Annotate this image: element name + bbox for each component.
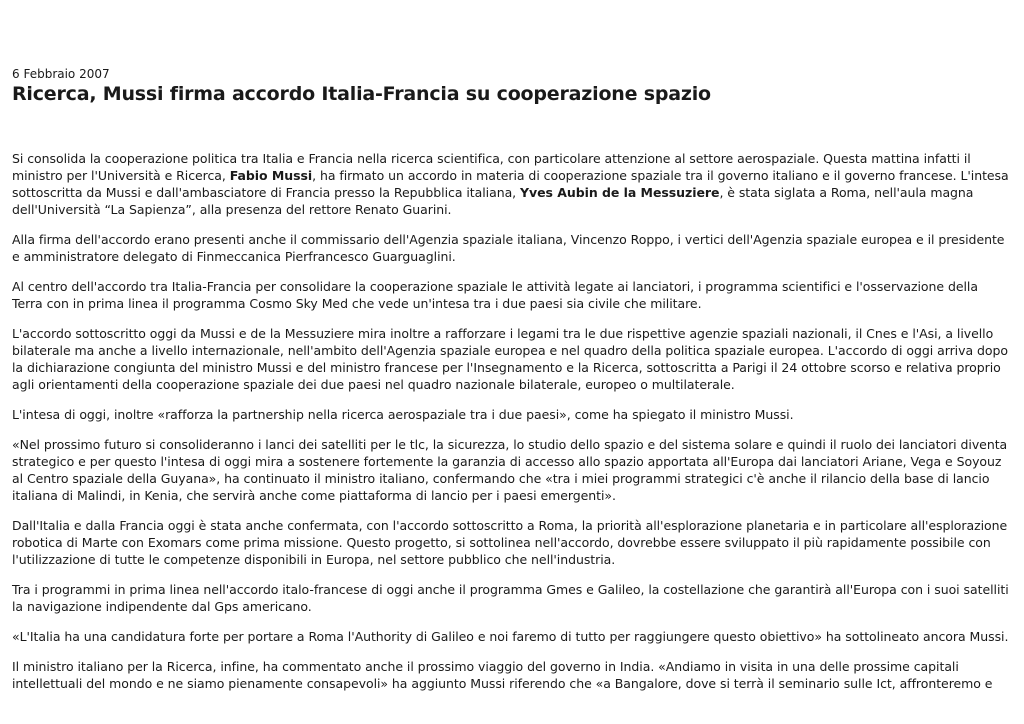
paragraph-10: Il ministro italiano per la Ricerca, infine, ha commentato anche il prossimo viaggio del governo in India. «Andiamo in visita in una delle prossime capitali intellettuali del mondo e ne siamo pienamente consapevoli» ha aggiunto Mussi riferendo che «a Bangalore, dove si terrà il seminario sulle Ict, affronteremo e [12,659,993,691]
paragraph-1 [12,150,1012,218]
paragraph-5: L'intesa di oggi, inoltre «rafforza la partnership nella ricerca aerospaziale tra i due paesi», come ha spiegato il ministro Mussi. [12,407,794,422]
name-fabio-mussi: Fabio Mussi [229,168,313,183]
paragraph-1-text-c: , è stata siglata a Roma, nell'aula magna dell'Università “La Sapienza”, alla presenza del rettore Renato Guarini. [12,185,974,217]
paragraph-4: L'accordo sottoscritto oggi da Mussi e de la Messuziere mira inoltre a rafforzare i legami tra le due rispettive agenzie spaziali nazionali, il Cnes e l'Asi, a livello bilaterale ma anche a livello internazionale, nell'ambito dell'Agenzia spaziale europea e nel quadro della politica spaziale europea. L'accordo di oggi arriva dopo la dichiarazione congiunta del ministro Mussi e del ministro francese per l'Insegnamento e la Ricerca, sottoscritta a Parigi il 24 ottobre scorso e relativa proprio agli orientamenti della cooperazione spaziale dei due paesi nel quadro nazionale bilaterale, europeo o multilaterale. [12,326,1008,392]
article-date: 6 Febbraio 2007 [12,67,110,81]
paragraph-8: Tra i programmi in prima linea nell'accordo italo-francese di oggi anche il programma Gmes e Galileo, la costellazione che garantirà all'Europa con i suoi satelliti la navigazione indipendente dal Gps americano. [12,582,1009,614]
paragraph-2: Alla firma dell'accordo erano presenti anche il commissario dell'Agenzia spaziale italiana, Vincenzo Roppo, i vertici dell'Agenzia spaziale europea e il presidente e amministratore delegato di Finmeccanica Pierfrancesco Guarguaglini. [12,232,1005,264]
article-title: Ricerca, Mussi firma accordo Italia-Francia su cooperazione spazio [12,83,711,105]
paragraph-1-text-b: , ha firmato un accordo in materia di cooperazione spaziale tra il governo italiano e il governo francese. L'intesa sottoscritta da Mussi e dall'ambasciatore di Francia presso la Repubblica italiana, [12,168,1009,200]
article-body [12,150,1012,692]
paragraph-9: «L'Italia ha una candidatura forte per portare a Roma l'Authority di Galileo e noi faremo di tutto per raggiungere questo obiettivo» ha sottolineato ancora Mussi. [12,629,1009,644]
name-yves-aubin: Yves Aubin de la Messuziere [520,185,720,200]
paragraph-3: Al centro dell'accordo tra Italia-Francia per consolidare la cooperazione spaziale le attività legate ai lanciatori, i programma scientifici e l'osservazione della Terra con in prima linea il programma Cosmo Sky Med che vede un'intesa tra i due paesi sia civile che militare. [12,279,978,311]
paragraph-6: «Nel prossimo futuro si consolideranno i lanci dei satelliti per le tlc, la sicurezza, lo studio dello spazio e del sistema solare e quindi il ruolo dei lanciatori diventa strategico e per questo l'intesa di oggi mira a sostenere fortemente la garanzia di accesso allo spazio apportata all'Europa dai lanciatori Ariane, Vega e Soyouz al Centro spaziale della Guyana», ha continuato il ministro italiano, confermando che «tra i miei programmi strategici c'è anche il rilancio della base di lancio italiana di Malindi, in Kenia, che servirà anche come piattaforma di lancio per i paesi emergenti». [12,437,1008,503]
paragraph-7: Dall'Italia e dalla Francia oggi è stata anche confermata, con l'accordo sottoscritto a Roma, la priorità all'esplorazione planetaria e in particolare all'esplorazione robotica di Marte con Exomars come prima missione. Questo progetto, si sottolinea nell'accordo, dovrebbe essere sviluppato il più rapidamente possibile con l'utilizzazione di tutte le competenze disponibili in Europa, nel settore pubblico che nell'industria. [12,518,1008,567]
paragraph-1-text-a: Si consolida la cooperazione politica tra Italia e Francia nella ricerca scientifica, con particolare attenzione al settore aerospaziale. Questa mattina infatti il ministro per l'Università e Ricerca, [12,151,971,183]
